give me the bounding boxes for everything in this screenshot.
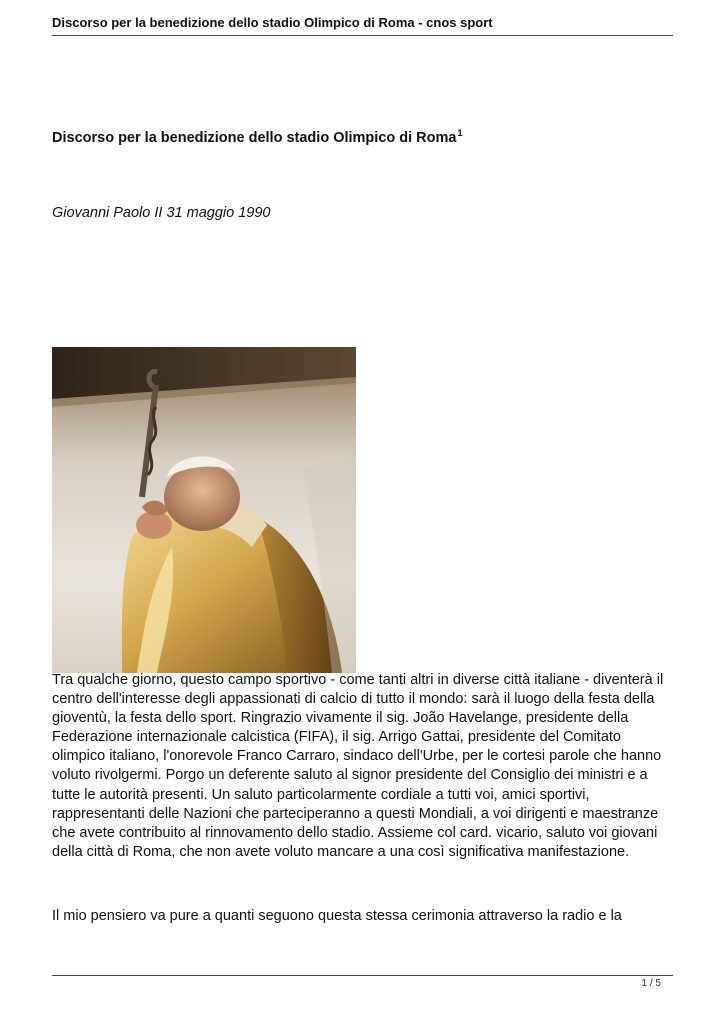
document-title [52,128,462,148]
footer-divider [52,975,673,976]
running-header: Discorso per la benedizione dello stadio Olimpico di Roma - cnos sport [52,15,493,30]
document-title-text: Discorso per la benedizione dello stadio Olimpico di Roma [52,130,457,146]
paragraph-1: Tra qualche giorno, questo campo sportivo - come tanti altri in diverse città italiane - diventerà il centro dell'interesse degli appassionati di calcio di tutto il mondo: sarà il luogo della festa della gioventù, la festa dello sport. Ringrazio vivamente il sig. João Havelange, presidente della Federazione internazionale calcistica (FIFA), il sig. Arrigo Gattai, presidente del Comitato olimpico italiano, l'onorevole Franco Carraro, sindaco dell'Urbe, per le cortesi parole che hanno voluto rivolgermi. Porgo un deferente saluto al signor presidente del Consiglio dei ministri e a tutte le autorità presenti. Un saluto particolarmente cordiale a tutti voi, amici sportivi, rappresentanti delle Nazioni che parteciperanno a questi Mondiali, a voi dirigenti e maestranze che avete contribuito al rinnovamento dello stadio. Assieme col card. vicario, saluto voi giovani della città di Roma, che non avete voluto mancare a una così significativa manifestazione. [52,672,664,860]
photo-illustration [52,347,356,673]
page-number: 1 / 5 [641,978,661,989]
header-divider [52,35,673,36]
photo-pope-praying [52,347,356,673]
paragraph-2: Il mio pensiero va pure a quanti seguono questa stessa cerimonia attraverso la radio e la [52,908,622,924]
footnote-marker[interactable]: 1 [457,128,463,139]
byline: Giovanni Paolo II 31 maggio 1990 [52,205,271,221]
